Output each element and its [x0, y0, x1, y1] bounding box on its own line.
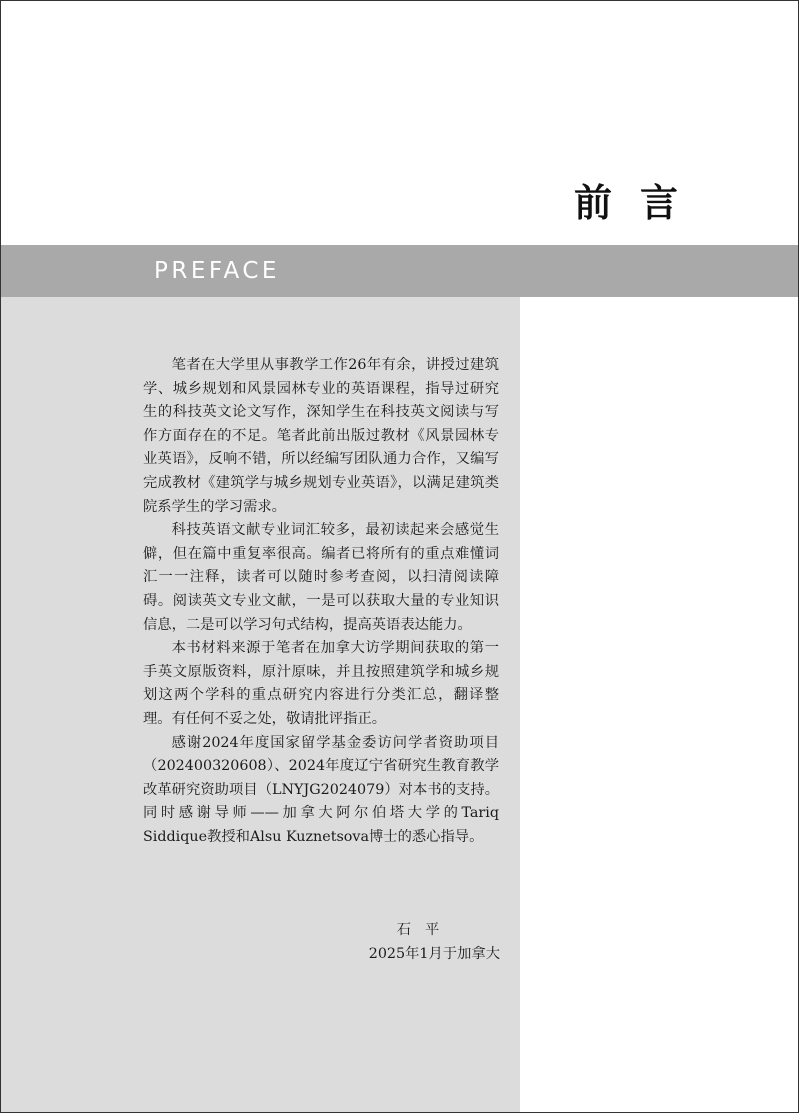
preface-body: [143, 354, 499, 849]
author-name: 石平: [396, 922, 454, 938]
page-subtitle-en: PREFACE: [154, 258, 280, 284]
page-title: 前言: [574, 181, 707, 225]
paragraph: 笔者在大学里从事教学工作26年有余，讲授过建筑学、城乡规划和风景园林专业的英语课程，指导过研究生的科技英文论文写作，深知学生在科技英文阅读与写作方面存在的不足。笔者此前出版过教材《风景园林专业英语》，反响不错，所以经编写团队通力合作，又编写完成教材《建筑学与城乡规划专业英语》，以满足建筑类院系学生的学习需求。: [143, 357, 499, 515]
paragraph: 本书材料来源于笔者在加拿大访学期间获取的第一手英文原版资料，原汁原味，并且按照建筑学和城乡规划这两个学科的重点研究内容进行分类汇总，翻译整理。有任何不妥之处，敬请批评指正。: [143, 640, 499, 727]
signature-block: [330, 918, 500, 966]
paragraph: 感谢2024年度国家留学基金委访问学者资助项目（202400320608）、2024年度辽宁省研究生教育教学改革研究资助项目（LNYJG2024079）对本书的支持。同时感谢导师——加拿大阿尔伯塔大学的Tariq Siddique教授和Alsu Kuznetsova博士的悉心指导。: [143, 734, 499, 845]
header-band: [1, 245, 799, 297]
signature-date: 2025年1月于加拿大: [368, 946, 500, 962]
paragraph: 科技英语文献专业词汇较多，最初读起来会感觉生僻，但在篇中重复率很高。编者已将所有的重点难懂词汇一一注释，读者可以随时参考查阅，以扫清阅读障碍。阅读英文专业文献，一是可以获取大量的专业知识信息，二是可以学习句式结构，提高英语表达能力。: [143, 522, 499, 633]
